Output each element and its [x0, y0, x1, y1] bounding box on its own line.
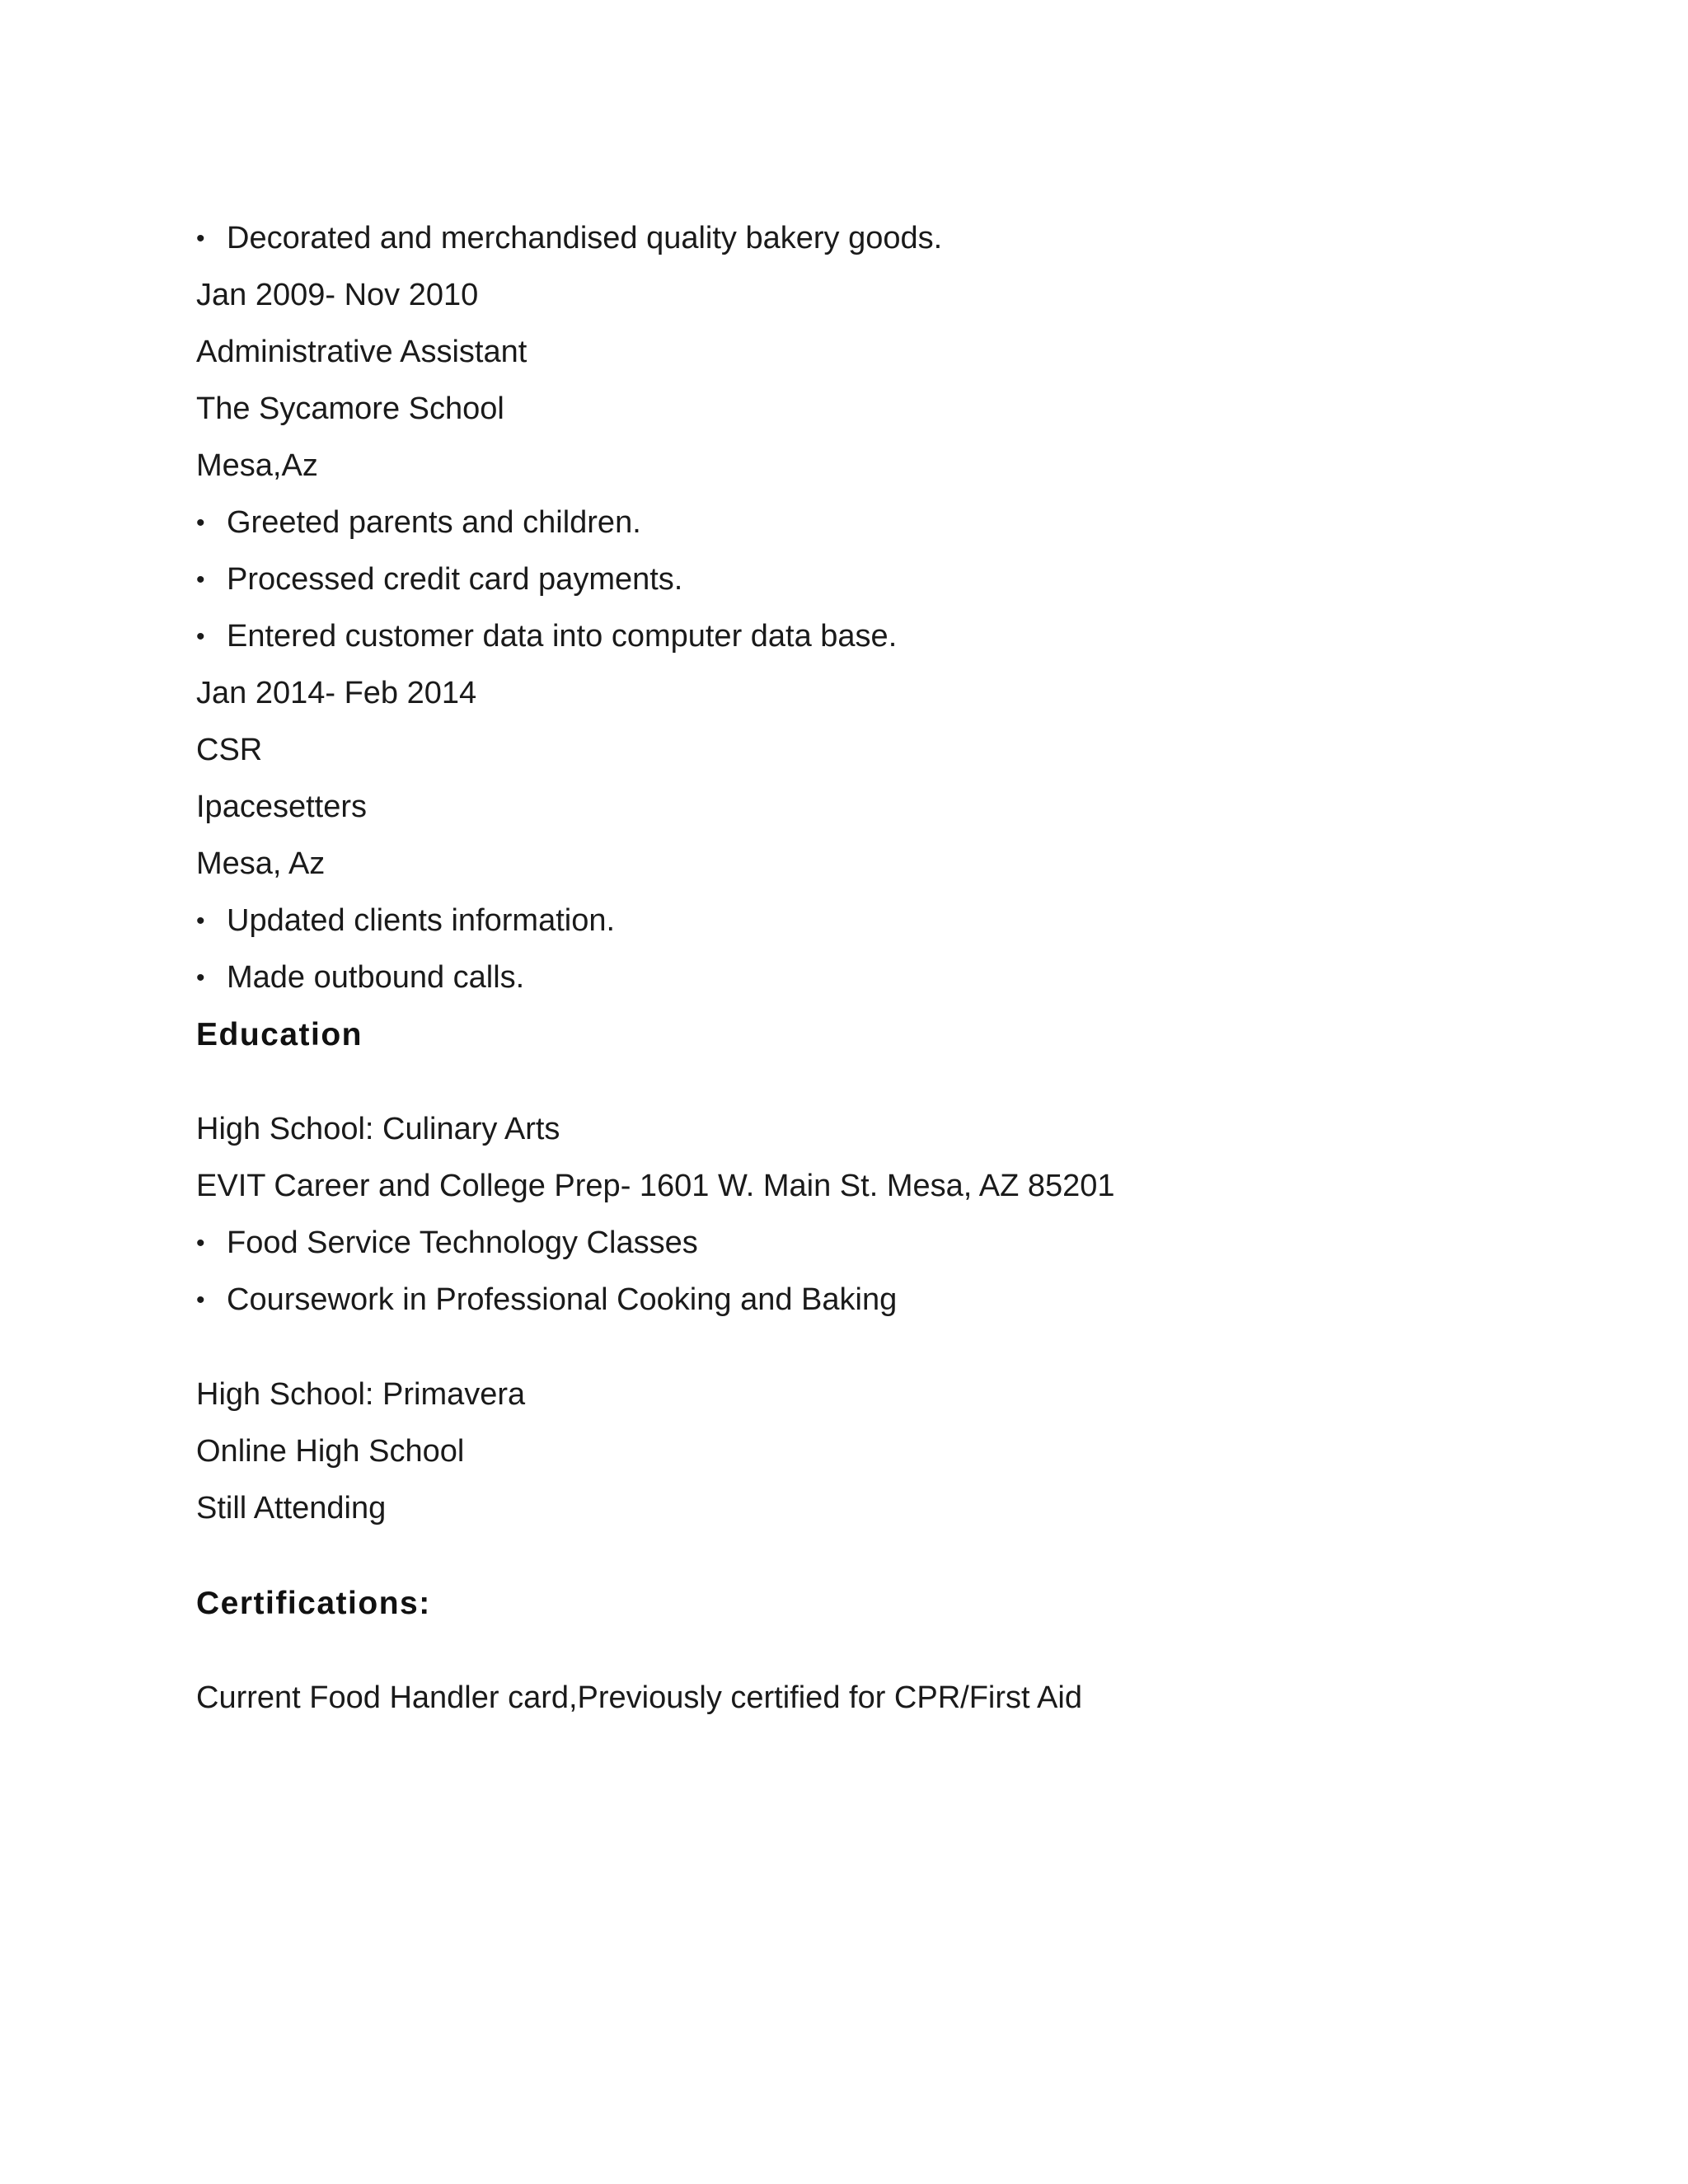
education-entry-evit [196, 1101, 1597, 1329]
list-item: • Greeted parents and children. [196, 494, 1597, 551]
job-dates: Jan 2014- Feb 2014 [196, 676, 477, 710]
list-item: • Processed credit card payments. [196, 551, 1597, 608]
job-entry-sycamore [196, 267, 1597, 665]
spacer [196, 1632, 1597, 1670]
job-employer: Ipacesetters [196, 790, 367, 824]
spacer [196, 1063, 1597, 1101]
list-item: • Updated clients information. [196, 893, 1597, 949]
list-item: • Entered customer data into computer data base. [196, 608, 1597, 665]
list-item: • Made outbound calls. [196, 949, 1597, 1006]
job-entry-ipacesetters [196, 665, 1597, 1006]
spacer [196, 1537, 1597, 1575]
education-status: Still Attending [196, 1491, 387, 1526]
spacer [196, 1329, 1597, 1366]
resume-content [196, 210, 1597, 1727]
job-location: Mesa, Az [196, 846, 326, 881]
education-entry-primavera [196, 1366, 1597, 1537]
education-program: High School: Culinary Arts [196, 1112, 560, 1146]
job-location: Mesa,Az [196, 448, 318, 483]
education-program: High School: Primavera [196, 1377, 526, 1412]
job-employer: The Sycamore School [196, 391, 504, 426]
education-heading: Education [196, 1017, 363, 1052]
job-title: CSR [196, 733, 263, 767]
list-item: • Decorated and merchandised quality bakery goods. [196, 210, 1597, 267]
certifications-heading: Certifications: [196, 1586, 431, 1621]
list-item: • Food Service Technology Classes [196, 1215, 1597, 1272]
education-details: Online High School [196, 1434, 465, 1469]
education-details: EVIT Career and College Prep- 1601 W. Main St. Mesa, AZ 85201 [196, 1169, 1115, 1203]
job-dates: Jan 2009- Nov 2010 [196, 278, 479, 312]
certifications-text: Current Food Handler card,Previously certified for CPR/First Aid [196, 1680, 1082, 1715]
list-item: • Coursework in Professional Cooking and Baking [196, 1272, 1597, 1329]
job-title: Administrative Assistant [196, 335, 528, 369]
